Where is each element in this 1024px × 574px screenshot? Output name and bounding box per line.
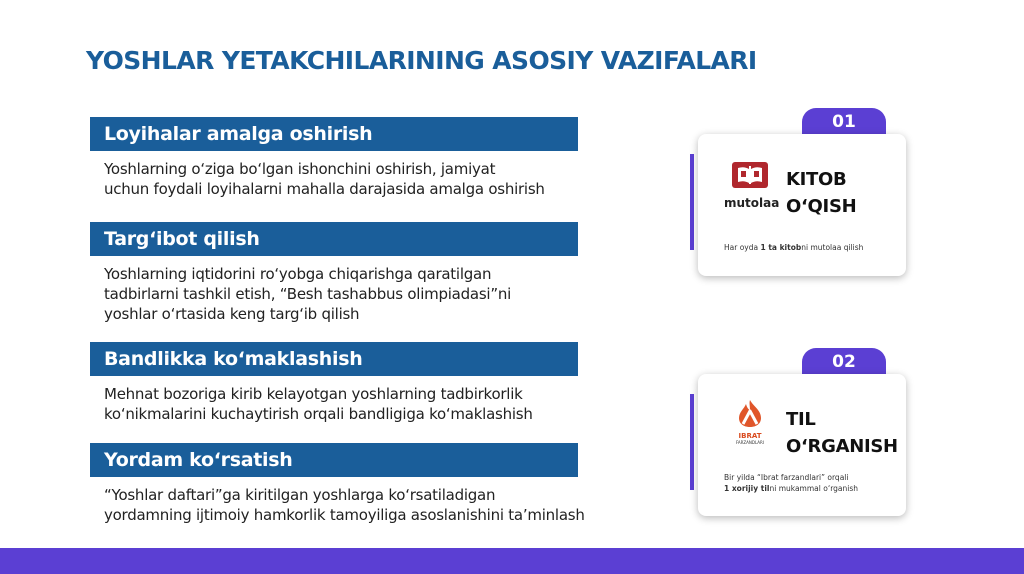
card-note-text: Bir yilda “Ibrat farzandlari” orqali — [724, 473, 849, 482]
card-number-tab: 01 — [802, 108, 886, 138]
description-line: “Yoshlar daftari”ga kiritilgan yoshlarga ko‘rsatiladigan — [104, 486, 496, 504]
card-note-text: ni mukammal o‘rganish — [769, 484, 859, 493]
card-note-highlight: 1 ta kitob — [760, 243, 802, 252]
section-projects — [90, 117, 578, 199]
card-accent-bar — [690, 154, 694, 250]
section-description — [104, 264, 578, 324]
card-title-line: KITOB — [786, 169, 847, 190]
section-description — [104, 159, 578, 199]
section-description — [104, 485, 585, 525]
description-line: Yoshlarning o‘ziga bo‘lgan ishonchini oshirish, jamiyat — [104, 160, 496, 178]
card-number-tab: 02 — [802, 348, 886, 378]
card-language — [690, 348, 915, 523]
section-promotion — [90, 222, 578, 324]
card-title-line: O‘QISH — [786, 196, 857, 217]
description-line: yoshlar o‘rtasida keng targ‘ib qilish — [104, 305, 360, 323]
card-accent-bar — [690, 394, 694, 490]
section-description — [104, 384, 578, 424]
card-title — [786, 406, 898, 460]
card-note — [724, 242, 863, 253]
mutolaa-logo-text: mutolaa — [724, 196, 780, 210]
section-employment — [90, 342, 578, 424]
book-icon — [730, 175, 770, 194]
description-line: tadbirlarni tashkil etish, “Besh tashabbus olimpiadasi”ni — [104, 285, 512, 303]
footer-bar — [0, 548, 1024, 574]
section-assistance — [90, 443, 585, 525]
description-line: uchun foydali loyihalarni mahalla darajasida amalga oshirish — [104, 180, 545, 198]
flame-icon — [735, 413, 765, 432]
description-line: yordamning ijtimoiy hamkorlik tamoyiliga asoslanishini ta’minlash — [104, 506, 585, 524]
card-note-text: ni mutolaa qilish — [801, 243, 864, 252]
ibrat-logo — [724, 398, 776, 445]
card-title — [786, 166, 856, 220]
card-body — [698, 134, 906, 276]
description-line: Yoshlarning iqtidorini ro‘yobga chiqarishga qaratilgan — [104, 265, 492, 283]
card-note — [724, 472, 858, 494]
card-reading — [690, 108, 915, 283]
description-line: ko‘nikmalarini kuchaytirish orqali bandligiga ko‘maklashish — [104, 405, 533, 423]
ibrat-logo-subtext: FARZANDLARI — [735, 440, 764, 445]
card-note-highlight: 1 xorijiy til — [724, 484, 770, 493]
card-title-line: O‘RGANISH — [786, 436, 898, 457]
page-title: YOSHLAR YETAKCHILARINING ASOSIY VAZIFALARI — [86, 46, 757, 75]
section-heading: Targ‘ibot qilish — [90, 222, 578, 256]
card-note-text: Har oyda — [724, 243, 761, 252]
mutolaa-logo — [724, 160, 780, 210]
ibrat-logo-text: IBRAT — [738, 432, 762, 440]
card-title-line: TIL — [786, 409, 816, 430]
card-body — [698, 374, 906, 516]
section-heading: Yordam ko‘rsatish — [90, 443, 578, 477]
section-heading: Bandlikka ko‘maklashish — [90, 342, 578, 376]
section-heading: Loyihalar amalga oshirish — [90, 117, 578, 151]
description-line: Mehnat bozoriga kirib kelayotgan yoshlarning tadbirkorlik — [104, 385, 523, 403]
